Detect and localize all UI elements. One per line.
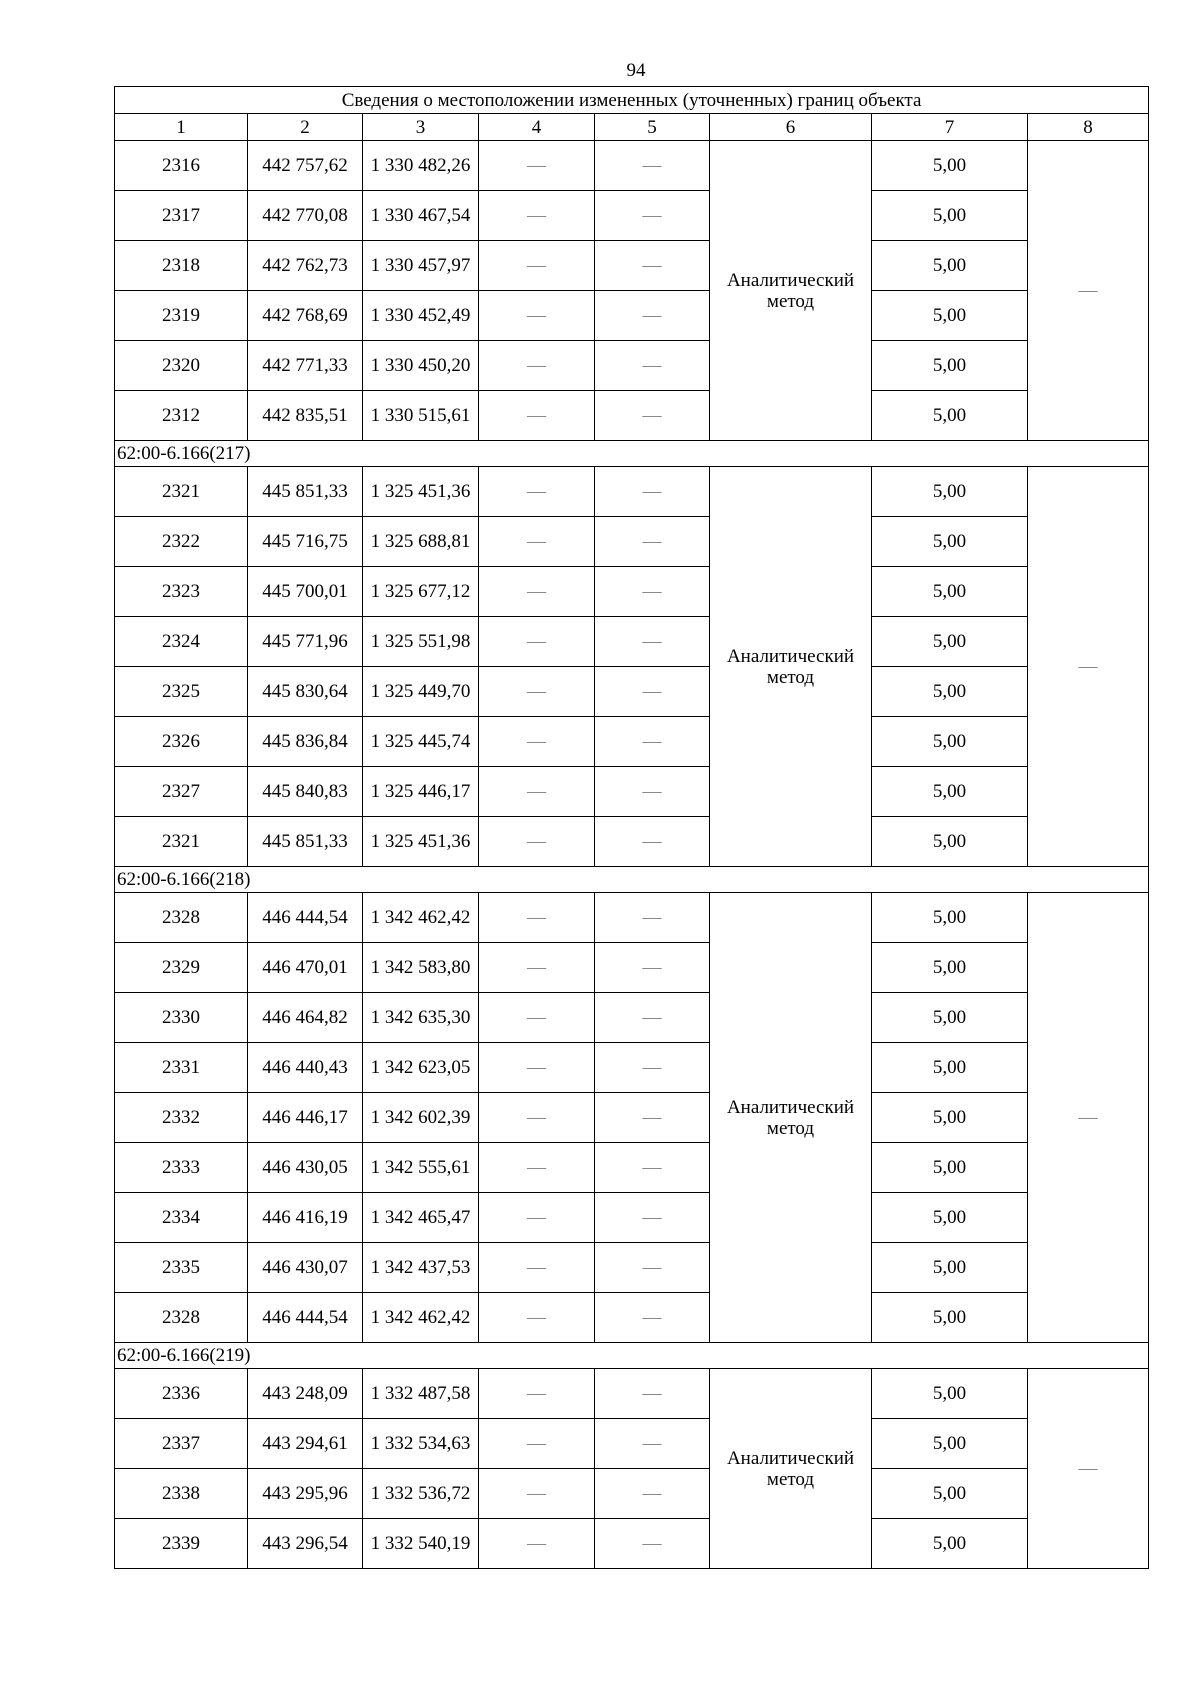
table-row [115, 1419, 1149, 1469]
column-5-dash: — [595, 1243, 710, 1293]
section-header-row [115, 441, 1149, 467]
point-number: 2318 [115, 241, 248, 291]
method-cell: Аналитический метод [710, 141, 872, 441]
point-number: 2332 [115, 1093, 248, 1143]
point-number: 2327 [115, 767, 248, 817]
point-number: 2333 [115, 1143, 248, 1193]
column-5-dash: — [595, 567, 710, 617]
coordinate-y: 1 332 534,63 [363, 1419, 479, 1469]
table-row [115, 391, 1149, 441]
coordinate-x: 443 294,61 [248, 1419, 363, 1469]
table-row [115, 943, 1149, 993]
point-number: 2312 [115, 391, 248, 441]
coordinate-x: 445 830,64 [248, 667, 363, 717]
column-4-dash: — [479, 341, 595, 391]
column-4-dash: — [479, 1143, 595, 1193]
column-5-dash: — [595, 1419, 710, 1469]
coordinate-y: 1 342 623,05 [363, 1043, 479, 1093]
table-row [115, 717, 1149, 767]
method-cell: Аналитический метод [710, 1369, 872, 1569]
column-number: 6 [710, 114, 872, 141]
column-4-dash: — [479, 1293, 595, 1343]
column-4-dash: — [479, 141, 595, 191]
column-4-dash: — [479, 893, 595, 943]
coordinate-y: 1 330 450,20 [363, 341, 479, 391]
table-row [115, 291, 1149, 341]
coordinate-x: 442 771,33 [248, 341, 363, 391]
coordinate-y: 1 325 688,81 [363, 517, 479, 567]
coordinate-x: 446 430,07 [248, 1243, 363, 1293]
column-7-value: 5,00 [872, 893, 1028, 943]
table-row [115, 1469, 1149, 1519]
column-7-value: 5,00 [872, 1243, 1028, 1293]
column-5-dash: — [595, 1193, 710, 1243]
table-row [115, 1043, 1149, 1093]
point-number: 2328 [115, 893, 248, 943]
coordinate-y: 1 325 449,70 [363, 667, 479, 717]
column-5-dash: — [595, 291, 710, 341]
column-7-value: 5,00 [872, 767, 1028, 817]
coordinate-y: 1 330 515,61 [363, 391, 479, 441]
point-number: 2331 [115, 1043, 248, 1093]
coordinate-x: 446 430,05 [248, 1143, 363, 1193]
column-4-dash: — [479, 617, 595, 667]
column-5-dash: — [595, 1293, 710, 1343]
column-7-value: 5,00 [872, 567, 1028, 617]
column-7-value: 5,00 [872, 1193, 1028, 1243]
coordinate-y: 1 332 487,58 [363, 1369, 479, 1419]
section-header-row [115, 867, 1149, 893]
column-4-dash: — [479, 1193, 595, 1243]
column-7-value: 5,00 [872, 717, 1028, 767]
column-number: 2 [248, 114, 363, 141]
table-row [115, 667, 1149, 717]
table-row [115, 241, 1149, 291]
column-7-value: 5,00 [872, 1093, 1028, 1143]
coordinate-y: 1 325 551,98 [363, 617, 479, 667]
table-row [115, 1369, 1149, 1419]
table-row [115, 517, 1149, 567]
column-5-dash: — [595, 1143, 710, 1193]
column-4-dash: — [479, 1093, 595, 1143]
point-number: 2337 [115, 1419, 248, 1469]
column-5-dash: — [595, 717, 710, 767]
column-7-value: 5,00 [872, 1419, 1028, 1469]
table-row [115, 567, 1149, 617]
column-7-value: 5,00 [872, 291, 1028, 341]
coordinate-x: 442 757,62 [248, 141, 363, 191]
coordinate-x: 445 851,33 [248, 467, 363, 517]
coordinate-y: 1 330 457,97 [363, 241, 479, 291]
section-header: 62:00-6.166(217) [115, 441, 1149, 467]
coordinate-x: 446 440,43 [248, 1043, 363, 1093]
column-4-dash: — [479, 191, 595, 241]
coordinate-x: 443 296,54 [248, 1519, 363, 1569]
column-7-value: 5,00 [872, 191, 1028, 241]
column-7-value: 5,00 [872, 1519, 1028, 1569]
column-5-dash: — [595, 667, 710, 717]
point-number: 2316 [115, 141, 248, 191]
coordinate-x: 446 464,82 [248, 993, 363, 1043]
table-row [115, 1293, 1149, 1343]
column-5-dash: — [595, 767, 710, 817]
column-7-value: 5,00 [872, 517, 1028, 567]
column-4-dash: — [479, 567, 595, 617]
column-5-dash: — [595, 141, 710, 191]
column-8-dash: — [1028, 893, 1149, 1343]
coordinate-y: 1 325 446,17 [363, 767, 479, 817]
coordinate-x: 445 700,01 [248, 567, 363, 617]
coordinate-x: 445 840,83 [248, 767, 363, 817]
coordinate-y: 1 330 467,54 [363, 191, 479, 241]
point-number: 2319 [115, 291, 248, 341]
column-4-dash: — [479, 517, 595, 567]
point-number: 2326 [115, 717, 248, 767]
coordinate-x: 442 835,51 [248, 391, 363, 441]
section-header: 62:00-6.166(218) [115, 867, 1149, 893]
column-number: 5 [595, 114, 710, 141]
column-4-dash: — [479, 1419, 595, 1469]
column-4-dash: — [479, 943, 595, 993]
column-4-dash: — [479, 993, 595, 1043]
column-5-dash: — [595, 191, 710, 241]
table-row [115, 141, 1149, 191]
column-4-dash: — [479, 1469, 595, 1519]
column-7-value: 5,00 [872, 1143, 1028, 1193]
coordinate-y: 1 330 482,26 [363, 141, 479, 191]
column-4-dash: — [479, 1243, 595, 1293]
coordinate-x: 446 470,01 [248, 943, 363, 993]
table-row [115, 893, 1149, 943]
coordinate-x: 446 446,17 [248, 1093, 363, 1143]
coordinate-y: 1 342 635,30 [363, 993, 479, 1043]
column-7-value: 5,00 [872, 1369, 1028, 1419]
coordinate-x: 445 771,96 [248, 617, 363, 667]
column-4-dash: — [479, 717, 595, 767]
column-4-dash: — [479, 291, 595, 341]
section-header: 62:00-6.166(219) [115, 1343, 1149, 1369]
column-7-value: 5,00 [872, 943, 1028, 993]
page-number: 94 [626, 60, 646, 81]
table-row [115, 1243, 1149, 1293]
point-number: 2335 [115, 1243, 248, 1293]
point-number: 2325 [115, 667, 248, 717]
column-5-dash: — [595, 341, 710, 391]
column-7-value: 5,00 [872, 1043, 1028, 1093]
coordinate-x: 446 416,19 [248, 1193, 363, 1243]
column-number: 7 [872, 114, 1028, 141]
column-5-dash: — [595, 517, 710, 567]
coordinate-y: 1 342 555,61 [363, 1143, 479, 1193]
coordinate-y: 1 342 462,42 [363, 1293, 479, 1343]
coordinate-y: 1 325 445,74 [363, 717, 479, 767]
coordinate-y: 1 325 451,36 [363, 467, 479, 517]
column-4-dash: — [479, 1043, 595, 1093]
point-number: 2320 [115, 341, 248, 391]
column-5-dash: — [595, 1093, 710, 1143]
point-number: 2321 [115, 817, 248, 867]
column-number: 3 [363, 114, 479, 141]
coordinate-y: 1 342 602,39 [363, 1093, 479, 1143]
column-5-dash: — [595, 1043, 710, 1093]
column-7-value: 5,00 [872, 1469, 1028, 1519]
column-8-dash: — [1028, 467, 1149, 867]
table-row [115, 341, 1149, 391]
coordinate-y: 1 342 583,80 [363, 943, 479, 993]
point-number: 2330 [115, 993, 248, 1043]
coordinate-x: 445 836,84 [248, 717, 363, 767]
point-number: 2339 [115, 1519, 248, 1569]
column-7-value: 5,00 [872, 1293, 1028, 1343]
column-7-value: 5,00 [872, 341, 1028, 391]
point-number: 2322 [115, 517, 248, 567]
table-row [115, 1193, 1149, 1243]
column-5-dash: — [595, 817, 710, 867]
column-7-value: 5,00 [872, 617, 1028, 667]
column-4-dash: — [479, 467, 595, 517]
method-cell: Аналитический метод [710, 893, 872, 1343]
coordinate-x: 446 444,54 [248, 1293, 363, 1343]
column-7-value: 5,00 [872, 241, 1028, 291]
coordinate-y: 1 342 465,47 [363, 1193, 479, 1243]
column-8-dash: — [1028, 141, 1149, 441]
column-7-value: 5,00 [872, 993, 1028, 1043]
table-title: Сведения о местоположении измененных (уточненных) границ объекта [115, 87, 1149, 114]
table-row [115, 1093, 1149, 1143]
column-8-dash: — [1028, 1369, 1149, 1569]
column-number: 8 [1028, 114, 1149, 141]
coordinate-y: 1 332 536,72 [363, 1469, 479, 1519]
column-4-dash: — [479, 767, 595, 817]
coordinate-x: 443 295,96 [248, 1469, 363, 1519]
point-number: 2336 [115, 1369, 248, 1419]
column-4-dash: — [479, 241, 595, 291]
column-4-dash: — [479, 1369, 595, 1419]
table-row [115, 993, 1149, 1043]
coordinate-x: 445 716,75 [248, 517, 363, 567]
table-row [115, 1519, 1149, 1569]
column-5-dash: — [595, 241, 710, 291]
coordinate-y: 1 332 540,19 [363, 1519, 479, 1569]
table-row [115, 467, 1149, 517]
column-number: 1 [115, 114, 248, 141]
point-number: 2338 [115, 1469, 248, 1519]
column-4-dash: — [479, 391, 595, 441]
column-5-dash: — [595, 1369, 710, 1419]
coordinate-y: 1 330 452,49 [363, 291, 479, 341]
point-number: 2334 [115, 1193, 248, 1243]
coordinate-x: 445 851,33 [248, 817, 363, 867]
column-5-dash: — [595, 617, 710, 667]
column-5-dash: — [595, 391, 710, 441]
point-number: 2321 [115, 467, 248, 517]
column-4-dash: — [479, 1519, 595, 1569]
column-4-dash: — [479, 817, 595, 867]
coordinate-y: 1 325 451,36 [363, 817, 479, 867]
column-7-value: 5,00 [872, 667, 1028, 717]
coordinate-x: 442 762,73 [248, 241, 363, 291]
table-row [115, 1143, 1149, 1193]
point-number: 2323 [115, 567, 248, 617]
method-cell: Аналитический метод [710, 467, 872, 867]
column-7-value: 5,00 [872, 817, 1028, 867]
column-7-value: 5,00 [872, 141, 1028, 191]
coordinate-x: 442 768,69 [248, 291, 363, 341]
coordinate-x: 446 444,54 [248, 893, 363, 943]
coordinate-x: 442 770,08 [248, 191, 363, 241]
table-row [115, 617, 1149, 667]
point-number: 2329 [115, 943, 248, 993]
table-row [115, 191, 1149, 241]
section-header-row [115, 1343, 1149, 1369]
coordinates-table [114, 86, 1149, 1569]
coordinate-y: 1 342 437,53 [363, 1243, 479, 1293]
coordinate-y: 1 342 462,42 [363, 893, 479, 943]
column-5-dash: — [595, 467, 710, 517]
point-number: 2324 [115, 617, 248, 667]
point-number: 2317 [115, 191, 248, 241]
column-5-dash: — [595, 943, 710, 993]
table-row [115, 767, 1149, 817]
column-5-dash: — [595, 1519, 710, 1569]
column-7-value: 5,00 [872, 467, 1028, 517]
column-5-dash: — [595, 893, 710, 943]
column-5-dash: — [595, 993, 710, 1043]
table-row [115, 817, 1149, 867]
column-number: 4 [479, 114, 595, 141]
point-number: 2328 [115, 1293, 248, 1343]
coordinate-x: 443 248,09 [248, 1369, 363, 1419]
coordinate-y: 1 325 677,12 [363, 567, 479, 617]
column-4-dash: — [479, 667, 595, 717]
column-7-value: 5,00 [872, 391, 1028, 441]
column-5-dash: — [595, 1469, 710, 1519]
